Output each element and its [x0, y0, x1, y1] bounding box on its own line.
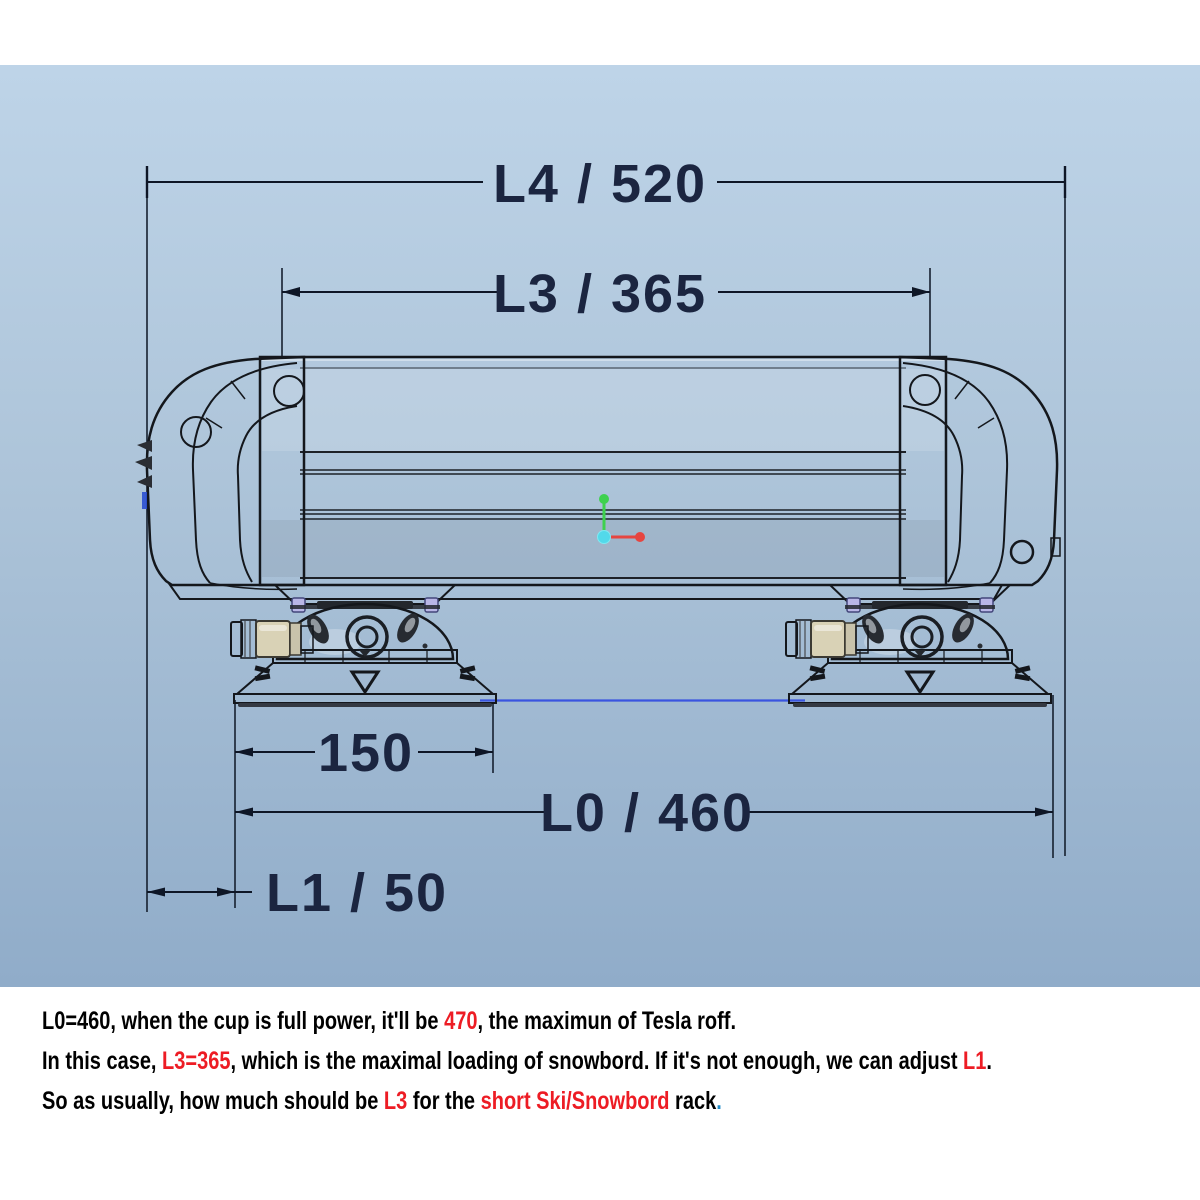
- dimension-l3: [282, 264, 930, 324]
- suction-cup-right: [786, 585, 1051, 707]
- note-2-seg-2: L3=365: [162, 1047, 231, 1075]
- note-line-2: [42, 1041, 992, 1081]
- dimension-l4-label: L4 / 520: [492, 154, 708, 214]
- under-plate: [170, 585, 1002, 599]
- note-1-seg-3: , the maximun of Tesla roff.: [477, 1007, 737, 1035]
- dimension-l1-label: L1 / 50: [266, 863, 449, 923]
- note-3-seg-5: rack: [669, 1087, 717, 1115]
- crossbar-body: [170, 357, 1002, 599]
- note-3-seg-2: L3: [383, 1087, 408, 1115]
- note-2-seg-5: .: [986, 1047, 992, 1075]
- note-3-seg-6: .: [716, 1087, 722, 1115]
- note-1-seg-2: 470: [444, 1007, 478, 1035]
- dimension-l3-label: L3 / 365: [492, 264, 708, 324]
- note-2-seg-4: L1: [963, 1047, 987, 1075]
- dimension-l4: [147, 154, 1065, 214]
- mount-hole: [1011, 541, 1033, 563]
- note-3-seg-3: for the: [407, 1087, 481, 1115]
- note-2-seg-3: , which is the maximal loading of snowbord. If it's not enough, we can adjust: [230, 1047, 964, 1075]
- note-3-seg-4: short Ski/Snowbord: [480, 1087, 670, 1115]
- note-1-seg-1: L0=460, when the cup is full power, it'll be: [42, 1007, 445, 1035]
- dimension-150: [235, 723, 493, 783]
- note-line-1: [42, 1001, 992, 1041]
- dimension-l0-label: L0 / 460: [539, 783, 755, 843]
- clamp-teeth: [137, 440, 152, 452]
- note-line-3: [42, 1081, 992, 1121]
- note-2-seg-1: In this case,: [42, 1047, 163, 1075]
- dimension-l1: [147, 863, 448, 923]
- note-3-seg-1: So as usually, how much should be: [42, 1087, 384, 1115]
- dimension-l0: [235, 783, 1053, 843]
- notes-block: [42, 1001, 1200, 1121]
- clamp-teeth: [135, 456, 152, 470]
- dimension-150-label: 150: [317, 723, 415, 783]
- suction-cup-left: [231, 585, 496, 707]
- clamp-teeth: [137, 475, 152, 488]
- clamp-blue-mark: [142, 492, 147, 509]
